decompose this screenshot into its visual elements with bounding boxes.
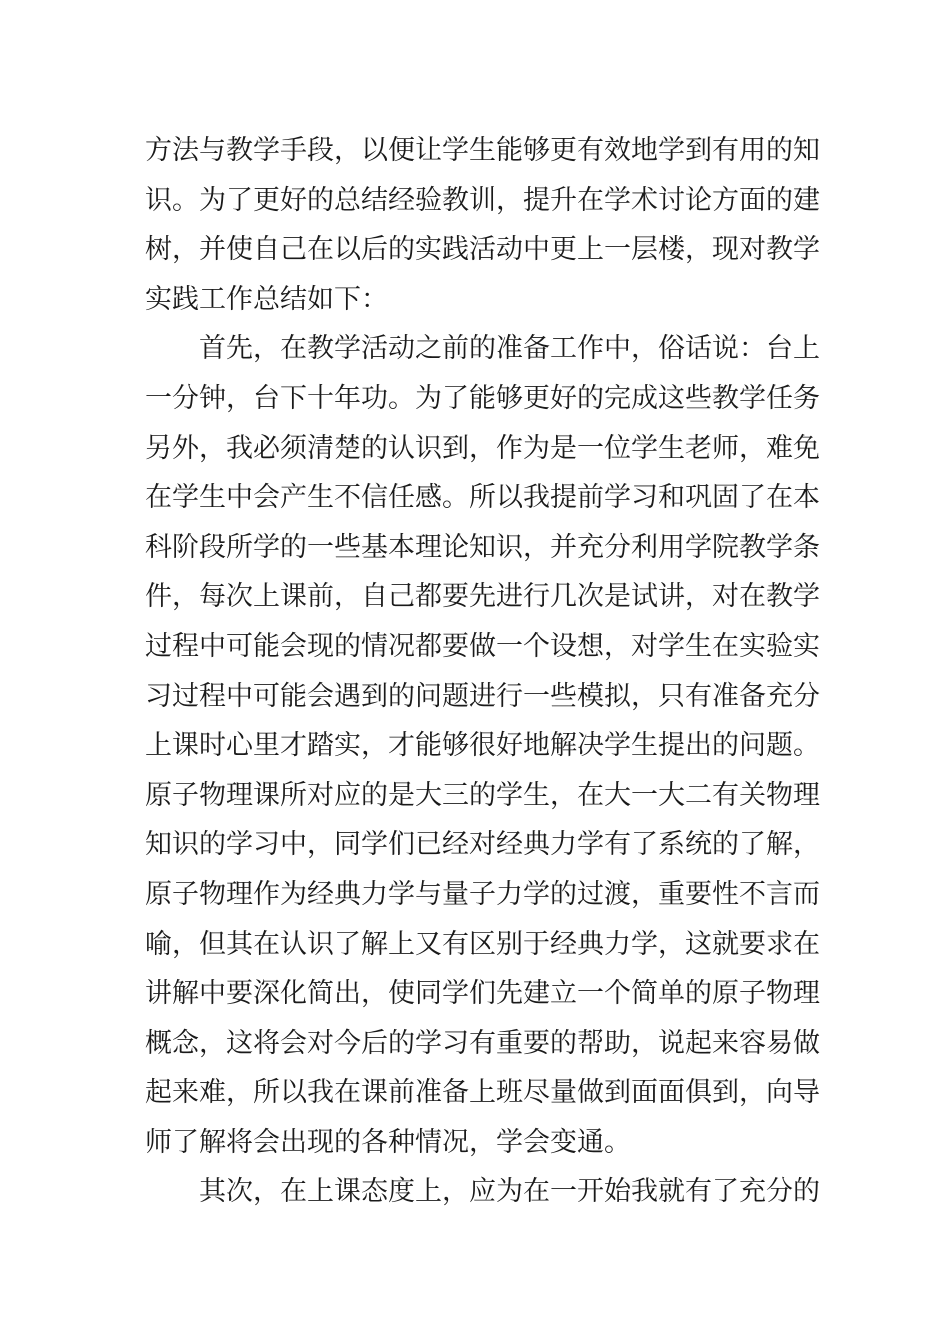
document-body: [145, 126, 820, 1217]
text-line: 原子物理作为经典力学与量子力学的过渡，重要性不言而: [145, 878, 820, 910]
text-line: 另外，我必须清楚的认识到，作为是一位学生老师，难免: [145, 432, 820, 464]
text-line: 方法与教学手段，以便让学生能够更有效地学到有用的知: [145, 135, 820, 166]
text-line: 过程中可能会现的情况都要做一个设想，对学生在实验实: [145, 630, 820, 662]
text-line: 概念，这将会对今后的学习有重要的帮助，说起来容易做: [145, 1027, 820, 1059]
text-line: 上课时心里才踏实，才能够很好地解决学生提出的问题。: [145, 730, 820, 762]
text-line: 一分钟，台下十年功。为了能够更好的完成这些教学任务: [145, 382, 820, 414]
text-line: 习过程中可能会遇到的问题进行一些模拟，只有准备充分: [145, 680, 820, 712]
text-line: 原子物理课所对应的是大三的学生，在大一大二有关物理: [145, 779, 820, 811]
text-line: 识。为了更好的总结经验教训，提升在学术讨论方面的建: [145, 184, 820, 216]
text-line: 知识的学习中，同学们已经对经典力学有了系统的了解，: [145, 829, 820, 861]
text-line: 件，每次上课前，自己都要先进行几次是试讲，对在教学: [145, 581, 820, 613]
text-line: 喻，但其在认识了解上又有区别于经典力学，这就要求在: [145, 928, 820, 960]
text-line: 其次，在上课态度上，应为在一开始我就有了充分的: [199, 1176, 820, 1208]
text-line: 起来难，所以我在课前准备上班尽量做到面面俱到，向导: [145, 1077, 820, 1109]
text-line: 讲解中要深化简出，使同学们先建立一个简单的原子物理: [145, 978, 820, 1010]
text-line: 师了解将会出现的各种情况，学会变通。: [145, 1126, 631, 1158]
text-line: 树，并使自己在以后的实践活动中更上一层楼，现对教学: [145, 234, 820, 266]
text-line: 在学生中会产生不信任感。所以我提前学习和巩固了在本: [145, 482, 820, 514]
text-line: 实践工作总结如下：: [145, 283, 388, 315]
text-line: 首先，在教学活动之前的准备工作中，俗话说：台上: [199, 333, 820, 365]
text-line: 科阶段所学的一些基本理论知识，并充分利用学院教学条: [145, 531, 820, 563]
